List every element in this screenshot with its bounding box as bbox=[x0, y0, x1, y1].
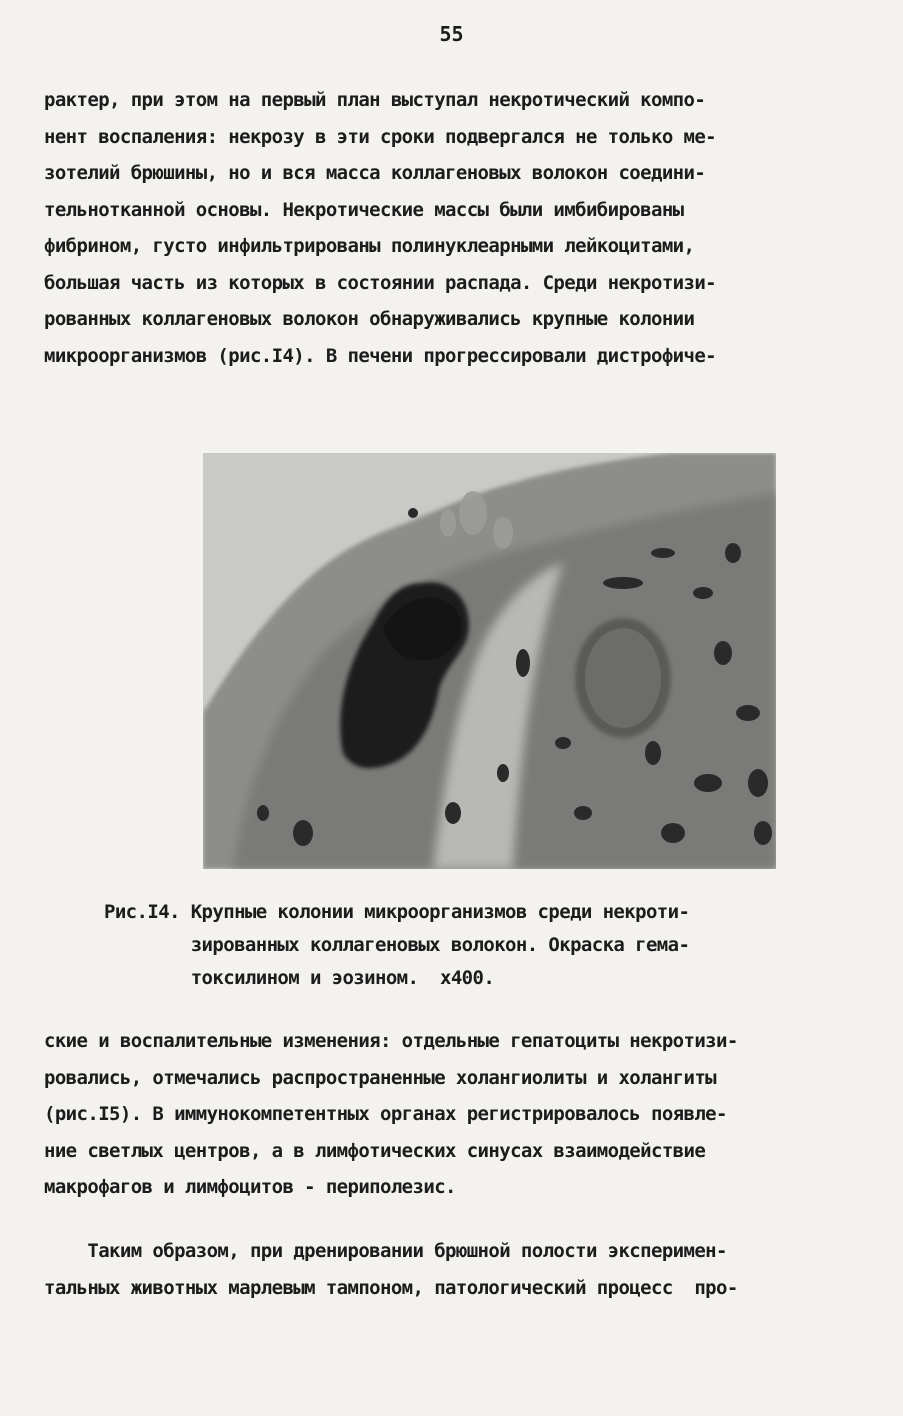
page-number: 55 bbox=[439, 22, 464, 46]
text-line: большая часть из которых в состоянии распада. Среди некротизи- bbox=[44, 271, 717, 294]
text-line: нент воспаления: некрозу в эти сроки подвергался не только ме- bbox=[44, 125, 717, 148]
paragraph-3 bbox=[44, 1233, 864, 1306]
text-line: фибрином, густо инфильтрированы полинуклеарными лейкоцитами, bbox=[44, 235, 695, 257]
text-line: (рис.I5). В иммунокомпетентных органах регистрировалось появле- bbox=[44, 1103, 727, 1125]
text-line: Таким образом, при дренировании брюшной полости эксперимен- bbox=[44, 1240, 727, 1262]
text-line: ние светлых центров, а в лимфотических синусах взаимодействие bbox=[44, 1139, 706, 1162]
paragraph-1 bbox=[44, 82, 864, 374]
caption-line: токсилином и эозином. х400. bbox=[104, 967, 495, 989]
caption-line: зированных коллагеновых волокон. Окраска гема- bbox=[104, 934, 690, 956]
micrograph-photo bbox=[203, 453, 776, 869]
text-line: тельнотканной основы. Некротические массы были имбибированы bbox=[44, 198, 684, 221]
text-line: ские и воспалительные изменения: отдельные гепатоциты некротизи- bbox=[44, 1030, 738, 1052]
text-line: ровались, отмечались распространенные холангиолиты и холангиты bbox=[44, 1066, 717, 1089]
text-line: микроорганизмов (рис.I4). В печени прогрессировали дистрофиче- bbox=[44, 344, 717, 367]
figure-caption bbox=[104, 896, 824, 995]
paragraph-2 bbox=[44, 1023, 864, 1206]
text-line: макрофагов и лимфоцитов - периполезис. bbox=[44, 1176, 456, 1198]
caption-line: Рис.I4. Крупные колонии микроорганизмов среди некроти- bbox=[104, 901, 690, 923]
text-line: тальных животных марлевым тампоном, патологический процесс про- bbox=[44, 1276, 738, 1299]
text-line: рованных коллагеновых волокон обнаруживались крупные колонии bbox=[44, 308, 695, 330]
text-line: рактер, при этом на первый план выступал некротический компо- bbox=[44, 89, 706, 111]
text-line: зотелий брюшины, но и вся масса коллагеновых волокон соедини- bbox=[44, 162, 706, 184]
